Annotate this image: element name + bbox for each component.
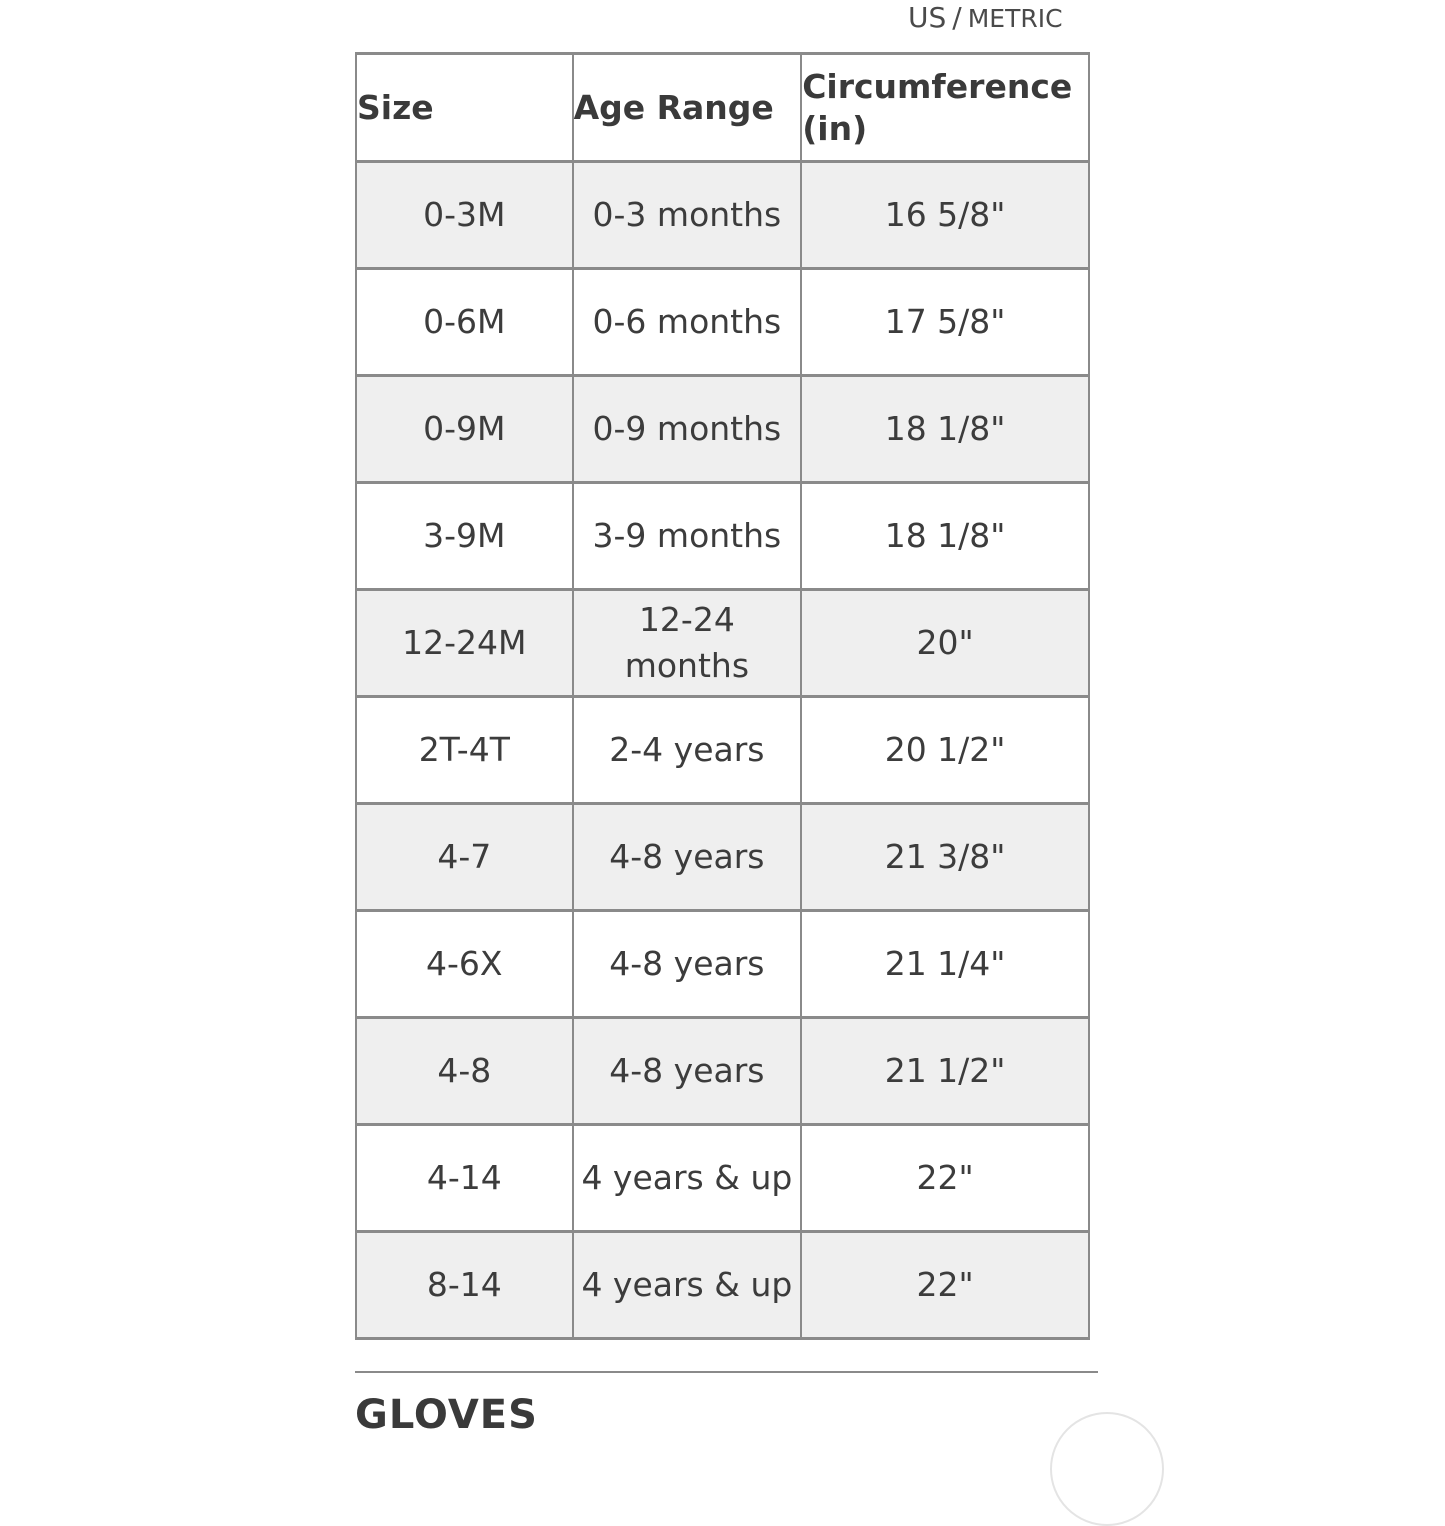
cell-size: 4-6X — [356, 911, 573, 1018]
gloves-section-heading: GLOVES — [355, 1392, 538, 1438]
cell-circumference: 22" — [801, 1125, 1089, 1232]
cell-age-range: 4-8 years — [573, 1018, 802, 1125]
cell-size: 0-3M — [356, 162, 573, 269]
table-row — [356, 269, 1089, 376]
unit-separator: / — [952, 1, 962, 34]
unit-us-option[interactable]: US — [908, 1, 947, 34]
table-bottom-divider — [355, 1371, 1098, 1373]
header-size: Size — [356, 54, 573, 162]
cell-size: 8-14 — [356, 1232, 573, 1339]
header-age-range: Age Range — [573, 54, 802, 162]
cell-age-range: 0-3 months — [573, 162, 802, 269]
table-header-row — [356, 54, 1089, 162]
cell-size: 3-9M — [356, 483, 573, 590]
cell-age-range: 4 years & up — [573, 1125, 802, 1232]
table-row — [356, 483, 1089, 590]
header-circumference: Circumference (in) — [801, 54, 1089, 162]
decorative-circle — [1050, 1412, 1164, 1526]
cell-size: 4-14 — [356, 1125, 573, 1232]
cell-circumference: 21 1/2" — [801, 1018, 1089, 1125]
cell-circumference: 20" — [801, 590, 1089, 697]
table-row — [356, 376, 1089, 483]
table-row — [356, 697, 1089, 804]
table-row — [356, 162, 1089, 269]
table-row — [356, 1018, 1089, 1125]
cell-circumference: 20 1/2" — [801, 697, 1089, 804]
cell-circumference: 21 1/4" — [801, 911, 1089, 1018]
cell-size: 4-8 — [356, 1018, 573, 1125]
table-row — [356, 590, 1089, 697]
cell-circumference: 22" — [801, 1232, 1089, 1339]
cell-size: 2T-4T — [356, 697, 573, 804]
table-row — [356, 911, 1089, 1018]
cell-size: 12-24M — [356, 590, 573, 697]
cell-circumference: 16 5/8" — [801, 162, 1089, 269]
cell-size: 4-7 — [356, 804, 573, 911]
table-row — [356, 1232, 1089, 1339]
cell-circumference: 18 1/8" — [801, 483, 1089, 590]
size-chart-table — [355, 52, 1090, 1340]
unit-metric-option[interactable]: METRIC — [967, 4, 1063, 33]
cell-age-range: 4 years & up — [573, 1232, 802, 1339]
table-row — [356, 1125, 1089, 1232]
cell-size: 0-6M — [356, 269, 573, 376]
cell-circumference: 21 3/8" — [801, 804, 1089, 911]
cell-size: 0-9M — [356, 376, 573, 483]
cell-age-range: 4-8 years — [573, 911, 802, 1018]
cell-age-range: 4-8 years — [573, 804, 802, 911]
cell-circumference: 17 5/8" — [801, 269, 1089, 376]
cell-age-range: 0-6 months — [573, 269, 802, 376]
cell-age-range: 2-4 years — [573, 697, 802, 804]
unit-toggle — [908, 0, 1098, 36]
cell-age-range: 3-9 months — [573, 483, 802, 590]
table-row — [356, 804, 1089, 911]
cell-circumference: 18 1/8" — [801, 376, 1089, 483]
cell-age-range: 0-9 months — [573, 376, 802, 483]
cell-age-range: 12-24 months — [573, 590, 802, 697]
